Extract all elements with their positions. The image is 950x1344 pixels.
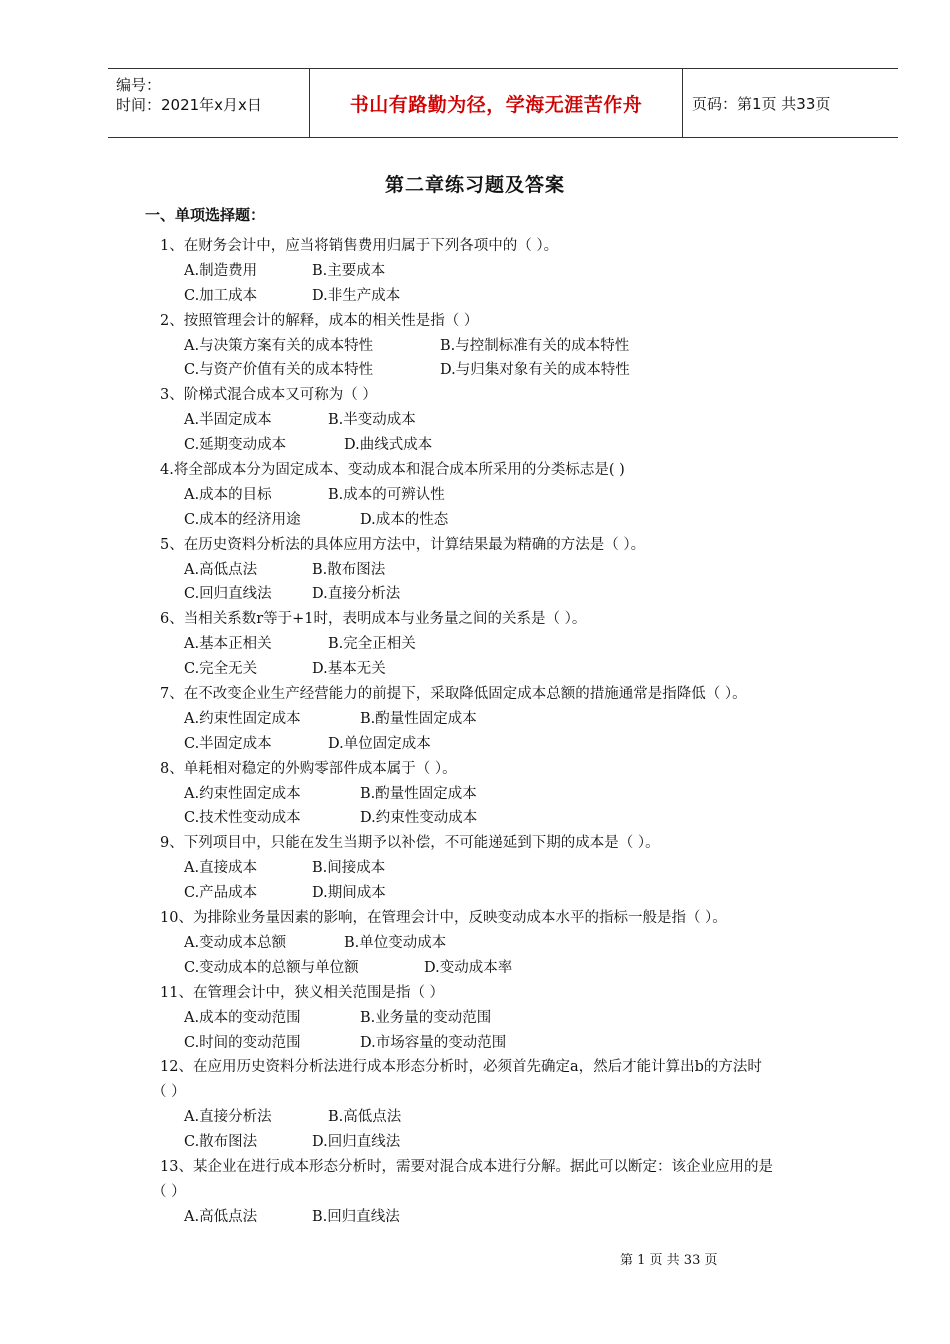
option-row (0, 582, 950, 607)
option-row (0, 956, 950, 981)
option-d: D.期间成本 (312, 885, 386, 902)
option-a: A.制造费用 (184, 262, 258, 279)
option-a: A.基本正相关 (184, 636, 272, 653)
option-b: B.酌量性固定成本 (360, 785, 477, 802)
option-row (0, 657, 950, 682)
header-page-code: 页码：第1页 共33页 (692, 94, 831, 113)
option-row (0, 508, 950, 533)
footer-page-number: 第 1 页 共 33 页 (620, 1253, 718, 1268)
option-c: C.成本的经济用途 (184, 511, 301, 528)
option-row (0, 483, 950, 508)
option-a: A.直接分析法 (184, 1109, 272, 1126)
option-row (0, 806, 950, 831)
option-d: D.约束性变动成本 (360, 810, 478, 827)
option-row (0, 1006, 950, 1031)
option-b: B.高低点法 (328, 1109, 402, 1126)
option-row (0, 707, 950, 732)
option-a: A.约束性固定成本 (184, 785, 301, 802)
option-d: D.曲线式成本 (344, 437, 433, 454)
option-b: B.半变动成本 (328, 412, 416, 429)
option-d: D.回归直线法 (312, 1134, 401, 1151)
question-text: 4.将全部成本分为固定成本、变动成本和混合成本所采用的分类标志是( ) (160, 462, 625, 479)
option-a: A.成本的目标 (184, 486, 272, 503)
option-b: B.散布图法 (312, 561, 386, 578)
header-meta (108, 69, 310, 137)
option-a: A.高低点法 (184, 561, 258, 578)
option-d: D.成本的性态 (360, 511, 449, 528)
option-c: C.加工成本 (184, 287, 258, 304)
option-b: B.酌量性固定成本 (360, 710, 477, 727)
doc-code-label: 编号： (116, 76, 162, 94)
doc-title: 第二章练习题及答案 (384, 174, 565, 196)
option-row (0, 1105, 950, 1130)
option-d: D.单位固定成本 (328, 735, 431, 752)
option-a: A.成本的变动范围 (184, 1009, 301, 1026)
option-b: B.与控制标准有关的成本特性 (440, 337, 630, 354)
question-text: 6、当相关系数r等于+1时，表明成本与业务量之间的关系是（ ）。 (160, 611, 587, 628)
question-text: 7、在不改变企业生产经营能力的前提下，采取降低固定成本总额的措施通常是指降低（ ）。 (160, 686, 747, 703)
option-a: A.直接成本 (184, 860, 258, 877)
doc-time-label: 时间：2021年x月x日 (116, 96, 262, 114)
option-c: C.完全无关 (184, 661, 258, 678)
question-text: 8、单耗相对稳定的外购零部件成本属于（ ）。 (160, 760, 457, 777)
option-a: A.半固定成本 (184, 412, 272, 429)
option-b: B.完全正相关 (328, 636, 416, 653)
option-d: D.变动成本率 (424, 959, 513, 976)
option-row (0, 782, 950, 807)
option-row (0, 632, 950, 657)
option-row (0, 433, 950, 458)
question-text-continued: （ ） (152, 1183, 186, 1200)
option-c: C.产品成本 (184, 885, 258, 902)
option-a: A.高低点法 (184, 1208, 258, 1225)
option-b: B.主要成本 (312, 262, 386, 279)
option-row (0, 881, 950, 906)
option-a: A.与决策方案有关的成本特性 (184, 337, 374, 354)
question-text: 9、下列项目中，只能在发生当期予以补偿，不可能递延到下期的成本是（ ）。 (160, 835, 660, 852)
option-row (0, 408, 950, 433)
option-c: C.半固定成本 (184, 735, 272, 752)
option-c: C.回归直线法 (184, 586, 272, 603)
option-a: A.约束性固定成本 (184, 710, 301, 727)
option-c: C.散布图法 (184, 1134, 258, 1151)
question-text: 1、在财务会计中，应当将销售费用归属于下列各项中的（ ）。 (160, 238, 559, 254)
question-text: 12、在应用历史资料分析法进行成本形态分析时，必须首先确定a，然后才能计算出b的方法时 (160, 1059, 762, 1076)
header-page-cell (683, 69, 898, 137)
question-text-continued: （ ） (152, 1084, 186, 1101)
question-text: 10、为排除业务量因素的影响，在管理会计中，反映变动成本水平的指标一般是指（ ）。 (160, 910, 727, 927)
question-text: 3、阶梯式混合成本又可称为（ ） (160, 387, 377, 404)
option-row (0, 284, 950, 309)
option-d: D.直接分析法 (312, 586, 401, 603)
section-heading: 一、单项选择题： (145, 206, 266, 224)
option-row (0, 1205, 950, 1230)
option-row (0, 259, 950, 284)
question-list (0, 234, 950, 1230)
option-d: D.非生产成本 (312, 287, 401, 304)
option-b: B.回归直线法 (312, 1208, 400, 1225)
option-row (0, 856, 950, 881)
question-text: 2、按照管理会计的解释，成本的相关性是指（ ） (160, 312, 479, 329)
page-header (108, 68, 898, 138)
option-row (0, 358, 950, 383)
option-row (0, 558, 950, 583)
header-motto-cell (310, 69, 683, 137)
question-text: 13、某企业在进行成本形态分析时，需要对混合成本进行分解。据此可以断定：该企业应用的是 (160, 1158, 773, 1175)
option-row (0, 732, 950, 757)
option-c: C.与资产价值有关的成本特性 (184, 362, 374, 379)
option-c: C.技术性变动成本 (184, 810, 301, 827)
option-row (0, 1031, 950, 1056)
option-b: B.成本的可辨认性 (328, 486, 445, 503)
header-motto: 书山有路勤为径，学海无涯苦作舟 (349, 93, 643, 116)
option-c: C.延期变动成本 (184, 437, 287, 454)
option-c: C.时间的变动范围 (184, 1034, 301, 1051)
option-a: A.变动成本总额 (184, 934, 287, 951)
option-row (0, 334, 950, 359)
option-b: B.单位变动成本 (344, 934, 447, 951)
question-text: 11、在管理会计中，狭义相关范围是指（ ） (160, 984, 445, 1001)
option-b: B.间接成本 (312, 860, 386, 877)
option-row (0, 931, 950, 956)
option-d: D.与归集对象有关的成本特性 (440, 362, 630, 379)
option-c: C.变动成本的总额与单位额 (184, 959, 359, 976)
option-b: B.业务量的变动范围 (360, 1009, 492, 1026)
option-row (0, 1130, 950, 1155)
option-d: D.基本无关 (312, 661, 386, 678)
question-text: 5、在历史资料分析法的具体应用方法中，计算结果最为精确的方法是（ ）。 (160, 536, 646, 553)
option-d: D.市场容量的变动范围 (360, 1034, 507, 1051)
